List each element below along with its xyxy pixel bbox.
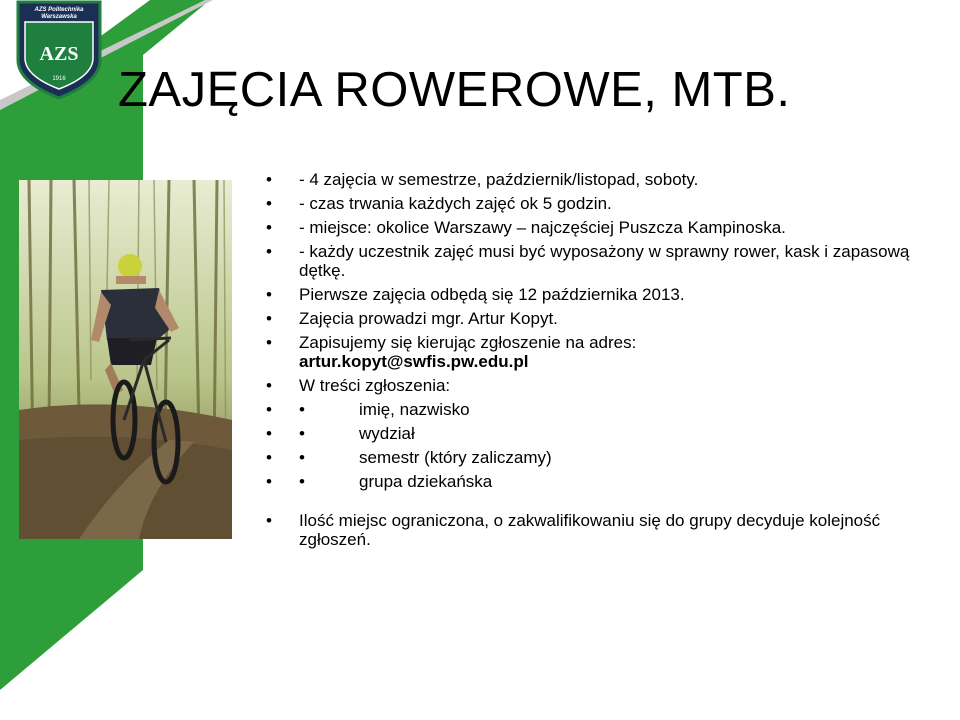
bullet-mark: • [266,376,272,395]
logo-sub-text: Warszawska [41,14,77,20]
list-item [262,170,912,189]
bullet-text: - czas trwania każdych zajęć ok 5 godzin. [299,194,612,213]
sub-list-item [262,424,912,443]
list-item [262,309,912,328]
bullet-text: - każdy uczestnik zajęć musi być wyposażony w sprawny rower, kask i zapasową dętkę. [299,242,910,280]
bullet-text: - miejsce: okolice Warszawy – najczęściej Puszcza Kampinoska. [299,218,786,237]
sub-list-item [262,448,912,467]
sub-bullet-text: grupa dziekańska [359,472,493,491]
list-item [262,285,912,304]
list-item [262,333,912,371]
sub-bullet-mark: • [299,472,305,491]
bullet-text: Ilość miejsc ograniczona, o zakwalifikowaniu się do grupy decyduje kolejność zgłoszeń. [299,511,881,549]
sub-bullet-mark: • [299,400,305,419]
list-item [262,218,912,237]
sub-bullet-mark: • [299,424,305,443]
sub-bullet-text: semestr (który zaliczamy) [359,448,552,467]
slide-title: ZAJĘCIA ROWEROWE, MTB. [118,63,791,117]
bullet-mark: • [266,424,272,443]
sub-bullet-text: imię, nazwisko [359,400,470,419]
contact-email: artur.kopyt@swfis.pw.edu.pl [299,352,529,371]
list-item [262,376,912,395]
logo-monogram: AZS [39,43,79,65]
list-item [262,242,912,280]
bullet-mark: • [266,400,272,419]
bullet-mark: • [266,194,272,213]
sub-bullet-mark: • [299,448,305,467]
bullet-mark: • [266,285,272,304]
bullet-mark: • [266,218,272,237]
list-item [262,511,912,549]
bullet-mark: • [266,309,272,328]
bullet-text: Zajęcia prowadzi mgr. Artur Kopyt. [299,309,558,328]
sub-bullet-text: wydział [359,424,415,443]
bullet-mark: • [266,242,272,261]
list-item [262,194,912,213]
logo-year: 1916 [52,76,66,82]
mountain-biker-photo [19,180,232,539]
bullet-mark: • [266,170,272,189]
bullet-mark: • [266,448,272,467]
azs-pw-shield-icon [14,0,104,100]
sub-list-item [262,400,912,419]
bullet-text: W treści zgłoszenia: [299,376,451,395]
logo-top-text: AZS Politechnika [34,7,84,13]
bullet-text: Zapisujemy się kierując zgłoszenie na adres: [299,333,637,352]
bullet-mark: • [266,333,272,352]
sub-list-item [262,472,912,491]
bullet-list [262,170,912,554]
bullet-mark: • [266,511,272,530]
bullet-mark: • [266,472,272,491]
bullet-text: - 4 zajęcia w semestrze, październik/listopad, soboty. [299,170,699,189]
bullet-text: Pierwsze zajęcia odbędą się 12 października 2013. [299,285,685,304]
